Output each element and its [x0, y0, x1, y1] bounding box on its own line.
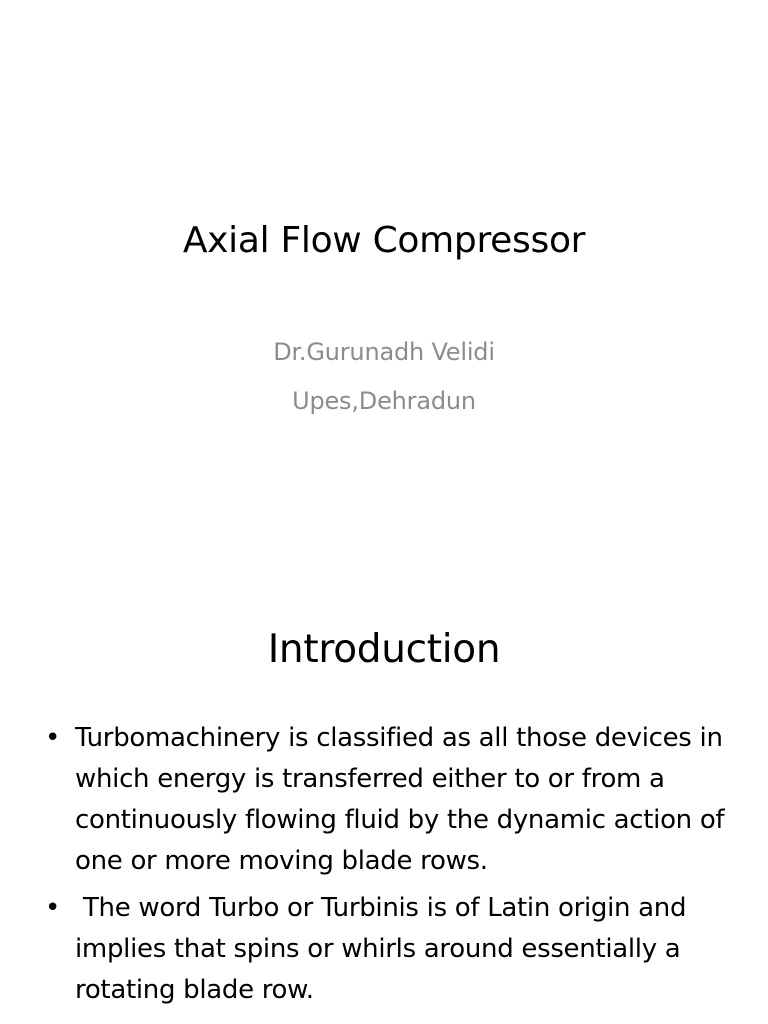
introduction-slide: [0, 576, 768, 1024]
bullet-list: [45, 718, 735, 1017]
slide-title: Axial Flow Compressor: [182, 220, 586, 261]
bullet-item: [45, 718, 735, 882]
bullet-icon: •: [45, 893, 61, 923]
slide-title: Introduction: [267, 627, 501, 672]
bullet-icon: •: [45, 723, 61, 753]
bullet-text: The word Turbo or Turbinis is of Latin origin and implies that spins or whirls around essentially a rotating blade row.: [75, 893, 695, 1005]
bullet-text: Turbomachinery is classified as all those devices in which energy is transferred either to or from a continuously flowing fluid by the dynamic action of one or more moving blade rows.: [75, 723, 725, 876]
author-name: Dr.Gurunadh Velidi: [273, 338, 495, 366]
author-affiliation: Upes,Dehradun: [292, 387, 476, 415]
bullet-item: [45, 888, 735, 1011]
